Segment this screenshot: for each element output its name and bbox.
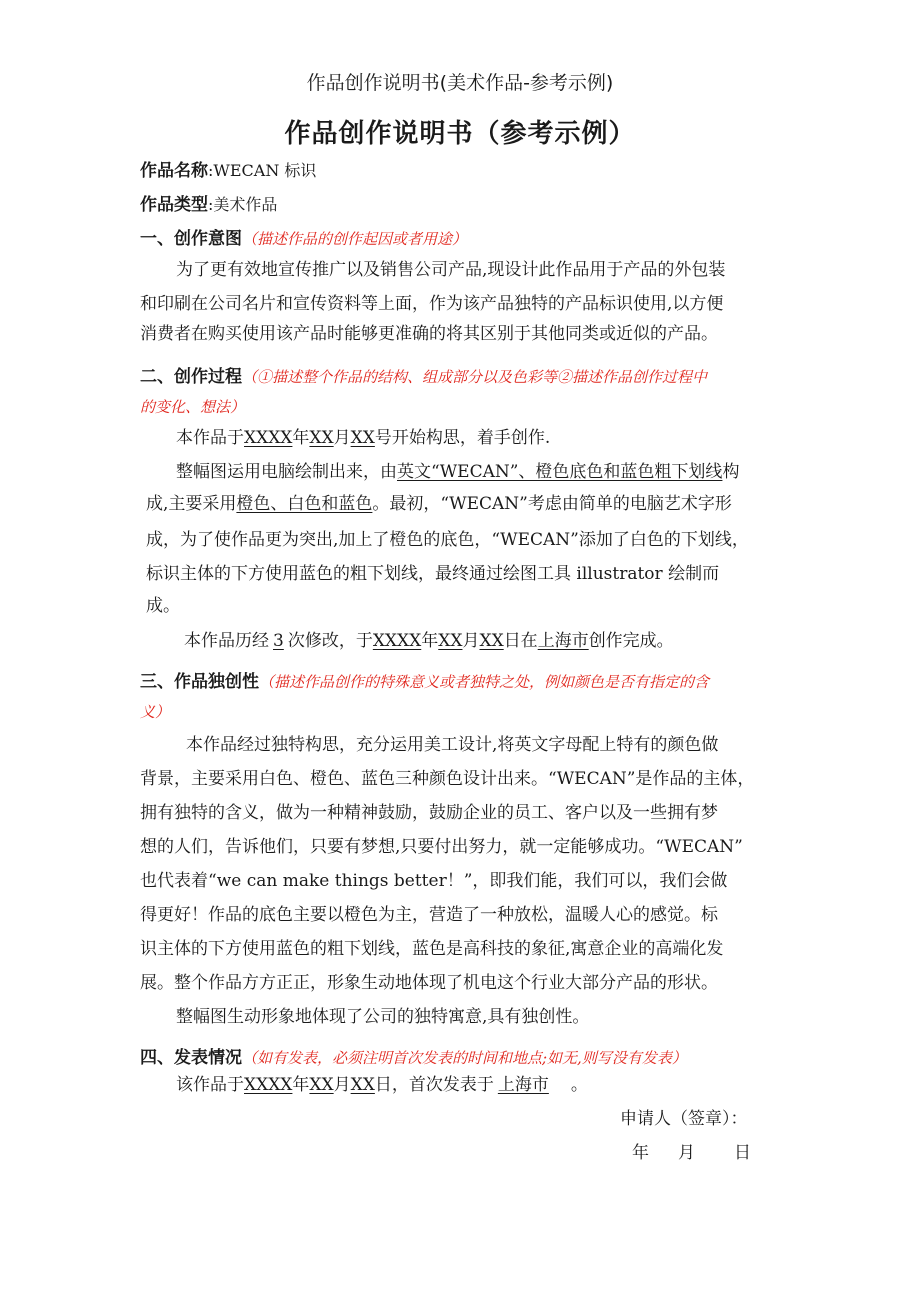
publish-day: XX <box>350 1075 375 1095</box>
section3-line-7: 识主体的下方使用蓝色的粗下划线，蓝色是高科技的象征,寓意企业的高端化发 <box>140 939 724 959</box>
section3-line-4: 想的人们，告诉他们，只要有梦想,只要付出努力，就一定能够成功。“WECAN” <box>140 837 743 857</box>
work-name-row <box>140 156 316 181</box>
section2-p2-line5: 成。 <box>146 596 180 616</box>
text: 月 <box>333 428 351 448</box>
section3-heading-row <box>140 667 709 692</box>
section3-line-5: 也代表着“we can make things better！”，即我们能，我们可以，我们会做 <box>140 871 728 891</box>
text: 成,主要采用 <box>146 494 237 514</box>
section2-finish-line <box>184 633 674 650</box>
section3-line-2: 背景，主要采用白色、橙色、蓝色三种颜色设计出来。“WECAN”是作品的主体， <box>140 769 755 789</box>
section2-p2-line2 <box>146 496 732 513</box>
text: 日在 <box>503 631 538 651</box>
finish-month: XX <box>438 631 463 651</box>
text: 年 <box>292 428 310 448</box>
section2-p2-line1 <box>176 464 739 481</box>
text: 月 <box>333 1075 351 1095</box>
finish-day: XX <box>479 631 504 651</box>
text: 本作品于 <box>176 428 244 448</box>
sign-day: 日 <box>734 1143 751 1163</box>
text: 该作品于 <box>176 1075 244 1095</box>
section3-line-3: 拥有独特的含义，做为一种精神鼓励，鼓励企业的员工、客户以及一些拥有梦 <box>140 803 718 823</box>
work-type-label: 作品类型 <box>140 195 208 215</box>
underlined-elements: 英文“WECAN”、橙色底色和蓝色粗下划线 <box>397 462 723 482</box>
text: 。最初，“WECAN”考虑由简单的电脑艺术字形 <box>372 494 732 514</box>
section1-heading: 一、创作意图 <box>140 229 242 249</box>
text: 。 <box>570 1075 588 1095</box>
section2-note-line2: 的变化、想法） <box>140 398 246 416</box>
text: 号开始构思，着手创作. <box>374 428 551 448</box>
text: 本作品历经 <box>184 631 269 651</box>
section3-heading: 三、作品独创性 <box>140 672 259 692</box>
text: 整幅图运用电脑绘制出来，由 <box>176 462 397 482</box>
work-name-label: 作品名称 <box>140 161 208 181</box>
document-header: 作品创作说明书(美术作品-参考示例) <box>306 72 614 94</box>
section3-line-9: 整幅图生动形象地体现了公司的独特寓意,具有独创性。 <box>176 1007 590 1027</box>
publish-month: XX <box>309 1075 334 1095</box>
section3-line-1: 本作品经过独特构思，充分运用美工设计,将英文字母配上特有的颜色做 <box>186 735 719 755</box>
section3-note-line2: 义） <box>140 703 171 721</box>
section2-p2-line3: 成，为了使作品更为突出,加上了橙色的底色，“WECAN”添加了白色的下划线， <box>146 530 749 550</box>
sign-year: 年 <box>632 1143 649 1163</box>
section2-note-line1: （①描述整个作品的结构、组成部分以及色彩等②描述作品创作过程中 <box>242 368 708 386</box>
section4-note: （如有发表，必须注明首次发表的时间和地点;如无,则写没有发表） <box>242 1049 687 1067</box>
text: 月 <box>462 631 480 651</box>
text: 日，首次发表于 <box>374 1075 494 1095</box>
section1-line-2: 和印刷在公司名片和宣传资料等上面，作为该产品独特的产品标识使用,以方便 <box>140 294 724 314</box>
publish-year: XXXX <box>244 1075 293 1095</box>
work-type-colon: : <box>208 195 214 214</box>
text: 创作完成。 <box>588 631 674 651</box>
section1-line-3: 消费者在购买使用该产品时能够更准确的将其区别于其他同类或近似的产品。 <box>140 324 718 344</box>
page-title: 作品创作说明书（参考示例） <box>284 119 636 149</box>
section2-heading-row <box>140 362 707 387</box>
work-name-value: WECAN 标识 <box>213 161 317 180</box>
section4-line <box>176 1077 588 1094</box>
section2-heading: 二、创作过程 <box>140 367 242 387</box>
text: 年 <box>292 1075 310 1095</box>
start-year: XXXX <box>244 428 293 448</box>
section4-heading: 四、发表情况 <box>140 1048 242 1068</box>
text: 年 <box>421 631 439 651</box>
finish-year: XXXX <box>372 631 422 651</box>
section1-note: （描述作品的创作起因或者用途） <box>242 230 468 248</box>
text: 次修改，于 <box>287 631 373 651</box>
applicant-signature: 申请人（签章）： <box>620 1109 748 1129</box>
section2-start-line <box>176 430 550 447</box>
section4-heading-row <box>140 1043 687 1068</box>
work-name-colon: : <box>208 161 214 180</box>
publish-place: 上海市 <box>497 1075 549 1095</box>
section1-heading-row <box>140 224 467 249</box>
revision-count: 3 <box>273 631 284 651</box>
section3-note-line1: （描述作品创作的特殊意义或者独特之处，例如颜色是否有指定的含 <box>259 673 710 691</box>
work-type-row <box>140 190 277 215</box>
start-day: XX <box>350 428 375 448</box>
finish-place: 上海市 <box>537 631 589 651</box>
work-type-value: 美术作品 <box>213 195 278 214</box>
underlined-colors: 橙色、白色和蓝色 <box>236 494 373 514</box>
section1-line-1: 为了更有效地宣传推广以及销售公司产品,现设计此作品用于产品的外包装 <box>176 260 726 280</box>
sign-month: 月 <box>678 1143 695 1163</box>
section2-p2-line4: 标识主体的下方使用蓝色的粗下划线，最终通过绘图工具 illustrator 绘制而 <box>146 564 720 584</box>
text: 构 <box>722 462 740 482</box>
section3-line-6: 得更好！作品的底色主要以橙色为主，营造了一种放松，温暖人心的感觉。标 <box>140 905 718 925</box>
section3-line-8: 展。整个作品方方正正，形象生动地体现了机电这个行业大部分产品的形状。 <box>140 973 718 993</box>
start-month: XX <box>309 428 334 448</box>
